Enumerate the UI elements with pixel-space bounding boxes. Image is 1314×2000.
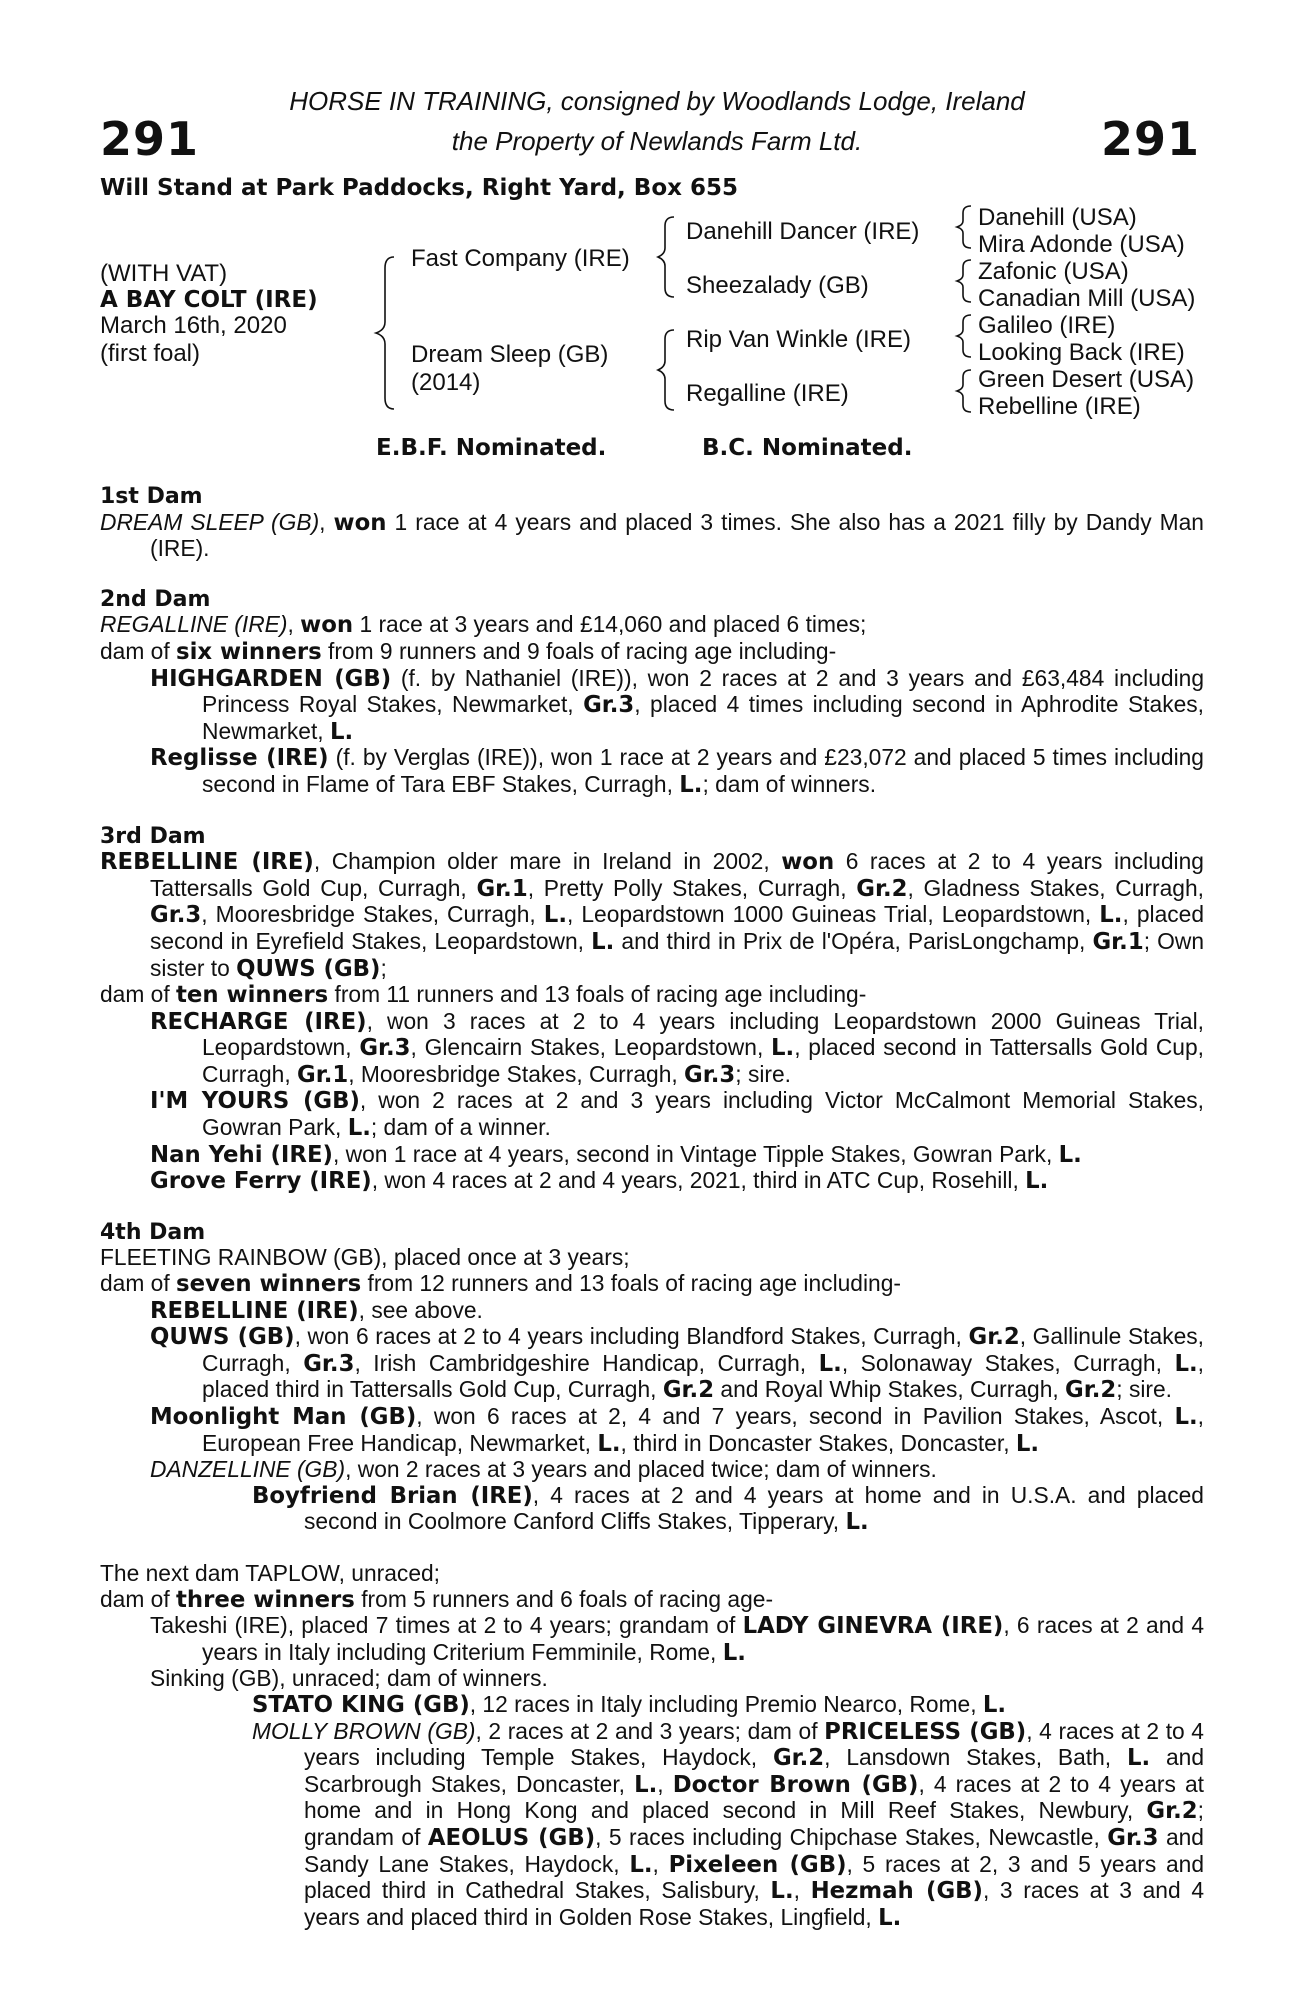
text-run: , 12 races in Italy including Premio Nearco, Rome, <box>469 1690 983 1717</box>
bold-text: I'M YOURS (GB) <box>150 1088 360 1115</box>
dam-section <box>100 484 1204 562</box>
text-run: ; dam of winners. <box>702 770 877 797</box>
text-run: , Leopardstown 1000 Guineas Trial, Leopardstown, <box>566 901 1100 928</box>
bold-text: LADY GINEVRA (IRE) <box>742 1613 1004 1640</box>
text-run: ; sire. <box>735 1060 792 1087</box>
bold-text: three winners <box>176 1586 355 1613</box>
text-run: , <box>793 1877 811 1904</box>
pedigree-entry <box>100 982 1204 1009</box>
horse-dob: March 16th, 2020 <box>100 312 287 339</box>
bold-text: L. <box>679 771 703 798</box>
bold-text: L. <box>629 1851 653 1878</box>
pedigree-entry <box>100 1142 1204 1169</box>
dam-sire: Rip Van Winkle (IRE) <box>686 326 911 353</box>
bold-text: six winners <box>176 638 322 665</box>
text-run: , Glencairn Stakes, Leopardstown, <box>410 1034 772 1061</box>
bold-text: Gr.2 <box>1065 1377 1117 1404</box>
bracket-g3 <box>957 315 971 357</box>
text-run: dam of <box>100 1585 177 1612</box>
text-run: , 5 races including Chipchase Stakes, Newcastle, <box>595 1823 1108 1850</box>
bold-text: L. <box>347 1115 371 1142</box>
text-run: ; <box>380 954 387 981</box>
pedigree-entry <box>100 1692 1204 1719</box>
bold-text: RECHARGE (IRE) <box>150 1008 367 1035</box>
text-run: , <box>287 611 301 638</box>
bold-text: L. <box>722 1639 746 1666</box>
bold-text: Reglisse (IRE) <box>150 745 329 772</box>
bold-text: AEOLUS (GB) <box>427 1824 596 1851</box>
bold-text: Gr.3 <box>150 902 202 929</box>
text-run: , Gallinule Stakes, Curragh, <box>202 1323 1204 1376</box>
dam-section <box>100 1220 1204 1536</box>
horse-name: A BAY COLT (IRE) <box>100 287 318 313</box>
text-run: ; grandam of <box>304 1797 1204 1850</box>
bold-text: L. <box>1099 902 1123 929</box>
property-line: the Property of Newlands Farm Ltd. <box>451 126 863 156</box>
bold-text: Gr.2 <box>856 875 908 902</box>
bold-text: won <box>333 509 387 536</box>
dam-section <box>100 1561 1204 1931</box>
text-run: 1 race at 3 years and £14,060 and placed 6 times; <box>353 611 867 638</box>
bold-text: L. <box>818 1350 842 1377</box>
text-run: , won 1 race at 4 years, second in Vintage Tipple Stakes, Gowran Park, <box>332 1140 1059 1167</box>
bracket-sire <box>658 217 674 297</box>
bold-text: Gr.2 <box>772 1745 825 1772</box>
grandparent-4: Canadian Mill (USA) <box>978 285 1196 312</box>
pedigree-entry <box>100 666 1204 746</box>
text-run: , 3 races at 3 and 4 years and placed third in Golden Rose Stakes, Lingfield, <box>304 1877 1204 1930</box>
text-run: from 11 runners and 13 foals of racing age including- <box>328 981 867 1008</box>
bold-text: L. <box>1174 1404 1198 1430</box>
text-run: and Sandy Lane Stakes, Haydock, <box>304 1823 1204 1877</box>
bold-text: Gr.2 <box>968 1324 1020 1351</box>
section-heading: 2nd Dam <box>100 586 211 612</box>
bold-text: L. <box>878 1904 902 1931</box>
text-run: Takeshi (IRE), placed 7 times at 2 to 4 years; grandam of <box>150 1612 743 1639</box>
text-run: , placed 4 times including second in Aphrodite Stakes, Newmarket, <box>202 691 1204 744</box>
text-run: Sinking (GB), unraced; dam of winners. <box>150 1665 548 1692</box>
bold-text: Gr.3 <box>1107 1824 1159 1851</box>
pedigree-entry <box>100 1613 1204 1666</box>
text-run: , won 2 races at 2 and 3 years including Victor McCalmont Memorial Stakes, Gowran Park, <box>202 1087 1205 1141</box>
bold-text: L. <box>543 902 567 929</box>
text-run: 6 races at 2 to 4 years including Tattersalls Gold Cup, Curragh, <box>150 848 1204 901</box>
bold-text: L. <box>1126 1745 1151 1772</box>
text-run: ; Own sister to <box>150 927 1205 981</box>
ebf-nomination: E.B.F. Nominated. <box>376 435 607 461</box>
bold-text: HIGHGARDEN (GB) <box>150 665 392 692</box>
text-run: dam of <box>100 1270 177 1297</box>
grandparent-2: Mira Adonde (USA) <box>978 231 1185 258</box>
pedigree-entry <box>100 1009 1204 1089</box>
pedigree-entry <box>100 1587 1204 1614</box>
horse-note: (first foal) <box>100 340 201 367</box>
text-run: , Irish Cambridgeshire Handicap, Curragh, <box>354 1349 819 1376</box>
text-run: ; dam of a winner. <box>370 1114 551 1141</box>
text-run: , 2 races at 2 and 3 years; dam of <box>475 1717 825 1744</box>
pedigree-entry <box>100 1483 1204 1536</box>
bold-text: Pixeleen (GB) <box>668 1851 847 1878</box>
bold-text: L. <box>771 1035 795 1062</box>
italic-text: DREAM SLEEP (GB) <box>100 508 320 535</box>
italic-text: REGALLINE (IRE) <box>100 611 288 638</box>
bold-text: Nan Yehi (IRE) <box>150 1141 333 1168</box>
text-run: (f. by Verglas (IRE)), won 1 race at 2 years and £23,072 and placed 5 times including second in Flame of Tara EBF Stakes, Curragh, <box>202 744 1204 797</box>
text-run: and Royal Whip Stakes, Curragh, <box>714 1376 1066 1403</box>
text-run: , see above. <box>358 1296 483 1323</box>
bold-text: L. <box>982 1691 1007 1718</box>
bold-text: Gr.3 <box>583 692 635 719</box>
bold-text: Moonlight Man (GB) <box>150 1404 417 1430</box>
text-run: FLEETING RAINBOW (GB), placed once at 3 years; <box>100 1244 630 1271</box>
bracket-g4 <box>957 370 971 412</box>
text-run: , 4 races at 2 and 4 years at home and in U.S.A. and placed second in Coolmore Canford Cliffs Stakes, Tipperary, <box>304 1481 1204 1535</box>
italic-text: MOLLY BROWN (GB) <box>252 1717 476 1744</box>
text-run: , Solonaway Stakes, Curragh, <box>841 1349 1175 1376</box>
sire: Fast Company (IRE) <box>411 245 630 272</box>
text-run: , placed third in Tattersalls Gold Cup, Curragh, <box>202 1349 1204 1403</box>
pedigree-entry <box>100 1666 1204 1692</box>
dam-section <box>100 587 1204 799</box>
bold-text: won <box>300 612 354 639</box>
text-run: , Gladness Stakes, Curragh, <box>907 874 1204 901</box>
lot-number-left: 291 <box>100 112 200 166</box>
bold-text: L. <box>845 1509 869 1536</box>
dam: Dream Sleep (GB) <box>411 341 609 368</box>
dam-year: (2014) <box>411 369 481 396</box>
bold-text: L. <box>1174 1350 1198 1377</box>
text-run: , 6 races at 2 and 4 years in Italy including Criterium Femminile, Rome, <box>202 1612 1204 1665</box>
pedigree-entry <box>100 612 1204 639</box>
bold-text: Boyfriend Brian (IRE) <box>252 1482 533 1509</box>
text-run: 1 race at 4 years and placed 3 times. She also has a 2021 filly by Dandy Man (IRE). <box>150 508 1204 562</box>
bold-text: Gr.3 <box>303 1350 355 1377</box>
section-heading: 1st Dam <box>100 484 203 509</box>
text-run: The next dam TAPLOW, unraced; <box>100 1559 441 1586</box>
italic-text: DANZELLINE (GB) <box>150 1456 346 1483</box>
pedigree-entry <box>100 510 1204 562</box>
text-run: , <box>657 1770 673 1797</box>
pedigree-entry <box>100 1271 1204 1298</box>
text-run: , third in Doncaster Stakes, Doncaster, <box>620 1429 1016 1456</box>
text-run: , placed second in Tattersalls Gold Cup, Curragh, <box>202 1034 1204 1087</box>
text-run: , Lansdown Stakes, Bath, <box>824 1744 1127 1771</box>
bold-text: Gr.1 <box>297 1061 349 1088</box>
pedigree-entry <box>100 639 1204 666</box>
text-run: , Mooresbridge Stakes, Curragh, <box>348 1060 685 1087</box>
bold-text: L. <box>1058 1141 1082 1168</box>
pedigree-entry <box>100 1404 1204 1457</box>
bold-text: Gr.1 <box>476 875 528 902</box>
text-run: from 9 runners and 9 foals of racing age including- <box>321 637 837 664</box>
bracket-dam <box>658 330 674 410</box>
text-run: , <box>652 1850 669 1877</box>
bold-text: ten winners <box>176 982 329 1009</box>
bracket-sire-dam <box>376 257 394 409</box>
grandparent-8: Rebelline (IRE) <box>978 393 1141 420</box>
pedigree-entry <box>100 1088 1204 1141</box>
text-run: dam of <box>100 981 177 1008</box>
grandparent-1: Danehill (USA) <box>978 204 1137 231</box>
text-run: and third in Prix de l'Opéra, ParisLongchamp, <box>614 927 1093 954</box>
pedigree-entry <box>100 745 1204 798</box>
bold-text: won <box>781 849 835 876</box>
text-run: , Mooresbridge Stakes, Curragh, <box>201 901 544 928</box>
bold-text: L. <box>597 1430 621 1457</box>
text-run: , Champion older mare in Ireland in 2002, <box>313 848 782 875</box>
bold-text: Doctor Brown (GB) <box>672 1771 919 1798</box>
bold-text: L. <box>329 718 354 745</box>
text-run: , 4 races at 2 to 4 years including Temple Stakes, Haydock, <box>304 1717 1204 1771</box>
text-run: , 4 races at 2 to 4 years at home and in Hong Kong and placed second in Mill Reef Stakes, Newbury, <box>304 1770 1204 1824</box>
pedigree-entry <box>100 1168 1204 1195</box>
pedigree-entry <box>100 849 1204 982</box>
vat-note: (WITH VAT) <box>100 260 228 287</box>
family-record <box>100 484 1204 1931</box>
pedigree-entry <box>100 1457 1204 1483</box>
text-run: and Scarbrough Stakes, Doncaster, <box>304 1744 1205 1797</box>
section-heading: 3rd Dam <box>100 823 206 849</box>
text-run: (f. by Nathaniel (IRE)), won 2 races at 2 and 3 years and £63,484 including Princess Royal Stakes, Newmarket, <box>202 664 1205 718</box>
text-run: ; sire. <box>1116 1376 1173 1403</box>
bold-text: Gr.3 <box>684 1061 736 1088</box>
text-run: from 12 runners and 13 foals of racing age including- <box>361 1270 902 1297</box>
dam-section <box>100 824 1204 1195</box>
grandparent-7: Green Desert (USA) <box>978 366 1195 393</box>
bold-text: L. <box>591 928 615 955</box>
text-run: , <box>319 508 334 535</box>
bold-text: REBELLINE (IRE) <box>100 849 314 876</box>
text-run: , won 6 races at 2, 4 and 7 years, second in Pavilion Stakes, Ascot, <box>416 1403 1175 1429</box>
bracket-g1 <box>957 206 971 248</box>
bold-text: seven winners <box>176 1271 362 1298</box>
bold-text: Grove Ferry (IRE) <box>150 1168 372 1195</box>
pedigree-entry <box>100 1245 1204 1271</box>
bold-text: Gr.2 <box>662 1377 715 1404</box>
text-run: dam of <box>100 637 177 664</box>
bold-text: L. <box>634 1771 658 1798</box>
bold-text: Gr.2 <box>1146 1798 1198 1825</box>
bracket-g2 <box>957 260 971 302</box>
bold-text: Hezmah (GB) <box>810 1878 983 1905</box>
pedigree-entry <box>100 1324 1204 1404</box>
consignor-line: HORSE IN TRAINING, consigned by Woodlands Lodge, Ireland <box>289 86 1025 116</box>
pedigree-entry <box>100 1719 1204 1932</box>
dam-dam: Regalline (IRE) <box>686 380 849 407</box>
bold-text: Gr.3 <box>359 1035 411 1062</box>
text-run: from 5 runners and 6 foals of racing age- <box>354 1585 774 1612</box>
sire-sire: Danehill Dancer (IRE) <box>686 218 920 245</box>
lot-number-right: 291 <box>1100 112 1200 166</box>
bc-nomination: B.C. Nominated. <box>702 435 913 461</box>
text-run: , won 2 races at 3 years and placed twice; dam of winners. <box>345 1456 937 1483</box>
bold-text: STATO KING (GB) <box>252 1691 470 1718</box>
text-run: , Pretty Polly Stakes, Curragh, <box>527 874 857 901</box>
bold-text: QUWS (GB) <box>150 1324 295 1351</box>
bold-text: QUWS (GB) <box>236 955 381 982</box>
bold-text: REBELLINE (IRE) <box>150 1297 359 1324</box>
bold-text: L. <box>1015 1430 1040 1457</box>
grandparent-5: Galileo (IRE) <box>978 312 1116 339</box>
text-run: , European Free Handicap, Newmarket, <box>202 1403 1204 1456</box>
section-heading: 4th Dam <box>100 1219 206 1245</box>
text-run: , won 4 races at 2 and 4 years, 2021, third in ATC Cup, Rosehill, <box>371 1167 1026 1194</box>
bold-text: L. <box>770 1878 794 1905</box>
text-run: , 5 races at 2, 3 and 5 years and placed third in Cathedral Stakes, Salisbury, <box>304 1850 1204 1904</box>
bold-text: L. <box>1025 1168 1049 1195</box>
pedigree-entry <box>100 1561 1204 1587</box>
text-run: , placed second in Eyrefield Stakes, Leopardstown, <box>150 901 1205 954</box>
bold-text: Gr.1 <box>1092 928 1144 955</box>
stand-location: Will Stand at Park Paddocks, Right Yard, Box 655 <box>100 175 738 201</box>
sire-dam: Sheezalady (GB) <box>686 272 869 299</box>
text-run: , won 6 races at 2 to 4 years including Blandford Stakes, Curragh, <box>294 1323 969 1350</box>
grandparent-3: Zafonic (USA) <box>978 258 1129 285</box>
text-run: , won 3 races at 2 to 4 years including Leopardstown 2000 Guineas Trial, Leopardstown, <box>202 1007 1204 1061</box>
grandparent-6: Looking Back (IRE) <box>978 339 1185 366</box>
bold-text: PRICELESS (GB) <box>824 1718 1027 1745</box>
pedigree-entry <box>100 1298 1204 1325</box>
